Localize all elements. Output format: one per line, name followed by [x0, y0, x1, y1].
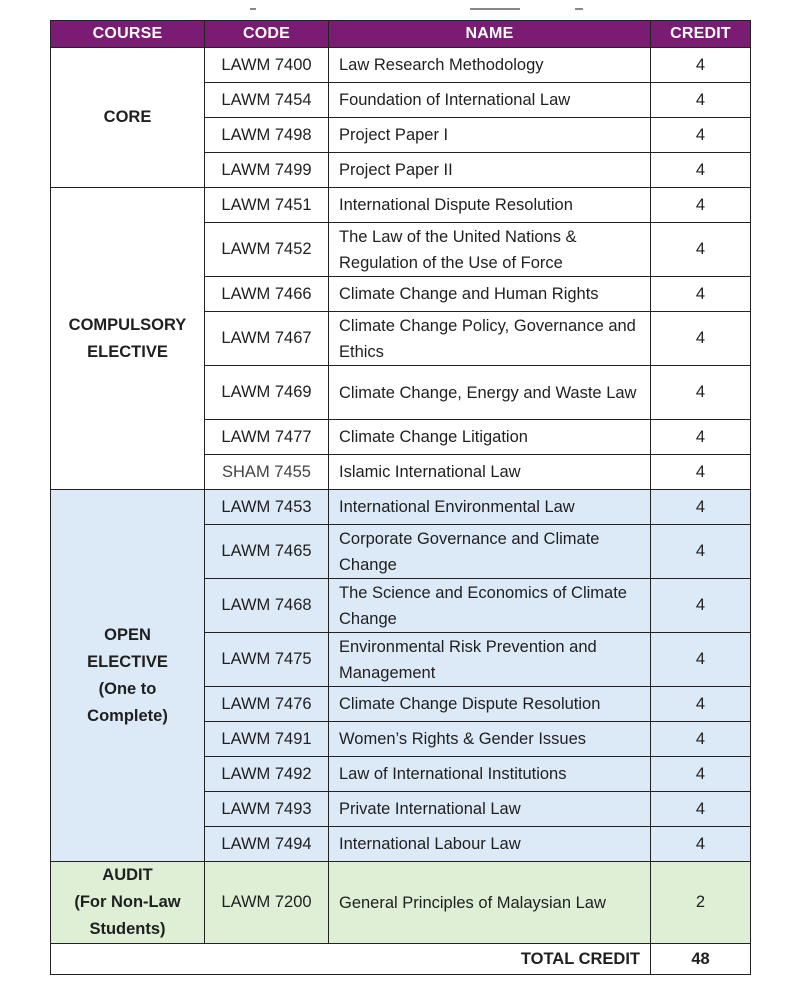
header-name: NAME: [329, 21, 651, 48]
category-label: CORE: [103, 108, 152, 126]
course-credit: 4: [651, 48, 751, 83]
course-name: Climate Change Dispute Resolution: [329, 687, 651, 722]
course-name: Foundation of International Law: [329, 83, 651, 118]
course-code: LAWM 7468: [205, 579, 329, 633]
course-credit: 4: [651, 490, 751, 525]
course-name: The Science and Economics of Climate Change: [329, 579, 651, 633]
course-code: LAWM 7400: [205, 48, 329, 83]
category-label-line: (One to: [98, 679, 157, 698]
course-credit: 4: [651, 312, 751, 366]
course-name: Project Paper II: [329, 153, 651, 188]
category-label-line: COMPULSORY: [68, 315, 187, 334]
course-table: [50, 20, 751, 975]
course-code: LAWM 7200: [205, 862, 329, 944]
course-code: LAWM 7454: [205, 83, 329, 118]
cropped-text-fragment: [575, 8, 583, 10]
course-name: Women’s Rights & Gender Issues: [329, 722, 651, 757]
course-code: LAWM 7498: [205, 118, 329, 153]
course-code: LAWM 7466: [205, 277, 329, 312]
course-credit: 4: [651, 223, 751, 277]
total-credit-label: TOTAL CREDIT: [51, 944, 651, 975]
category-label-line: (For Non-Law: [74, 893, 181, 911]
category-label-line: Students): [89, 920, 166, 938]
course-code: LAWM 7491: [205, 722, 329, 757]
course-code: LAWM 7499: [205, 153, 329, 188]
course-credit: 4: [651, 188, 751, 223]
course-name: Climate Change, Energy and Waste Law: [329, 366, 651, 420]
course-name: Climate Change Litigation: [329, 420, 651, 455]
category-audit: [51, 862, 205, 944]
course-credit: 4: [651, 153, 751, 188]
category-label-line: OPEN: [104, 625, 151, 644]
course-code: LAWM 7476: [205, 687, 329, 722]
total-credit-value: 48: [651, 944, 751, 975]
course-credit: 4: [651, 366, 751, 420]
course-credit: 4: [651, 277, 751, 312]
course-credit: 4: [651, 118, 751, 153]
course-code: SHAM 7455: [205, 455, 329, 490]
course-name: Law Research Methodology: [329, 48, 651, 83]
course-credit: 4: [651, 633, 751, 687]
course-code: LAWM 7467: [205, 312, 329, 366]
course-name: Corporate Governance and Climate Change: [329, 525, 651, 579]
course-name: Project Paper I: [329, 118, 651, 153]
course-code: LAWM 7465: [205, 525, 329, 579]
course-code: LAWM 7469: [205, 366, 329, 420]
course-code: LAWM 7452: [205, 223, 329, 277]
cropped-text-fragment: [250, 8, 256, 10]
course-code: LAWM 7451: [205, 188, 329, 223]
header-credit: CREDIT: [651, 21, 751, 48]
category-label-line: AUDIT: [102, 866, 153, 884]
course-code: LAWM 7494: [205, 827, 329, 862]
course-name: International Environmental Law: [329, 490, 651, 525]
course-name: Environmental Risk Prevention and Management: [329, 633, 651, 687]
category-core: [51, 48, 205, 188]
category-label-line: ELECTIVE: [87, 652, 168, 671]
course-credit: 2: [651, 862, 751, 944]
course-name: International Dispute Resolution: [329, 188, 651, 223]
course-name: Islamic International Law: [329, 455, 651, 490]
category-open-elective: [51, 490, 205, 862]
course-credit: 4: [651, 827, 751, 862]
table-row: [51, 862, 751, 944]
course-name: Climate Change and Human Rights: [329, 277, 651, 312]
course-structure: [50, 20, 750, 975]
course-code: LAWM 7493: [205, 792, 329, 827]
course-credit: 4: [651, 687, 751, 722]
course-credit: 4: [651, 792, 751, 827]
table-row: [51, 188, 751, 223]
table-row: [51, 48, 751, 83]
course-code: LAWM 7453: [205, 490, 329, 525]
course-code: LAWM 7477: [205, 420, 329, 455]
category-label-line: ELECTIVE: [87, 342, 168, 361]
total-row: [51, 944, 751, 975]
course-credit: 4: [651, 420, 751, 455]
header-course: COURSE: [51, 21, 205, 48]
course-name: General Principles of Malaysian Law: [329, 862, 651, 944]
course-name: Private International Law: [329, 792, 651, 827]
category-compulsory-elective: [51, 188, 205, 490]
header-row: [51, 21, 751, 48]
category-label-line: Complete): [87, 706, 168, 725]
course-name: International Labour Law: [329, 827, 651, 862]
course-credit: 4: [651, 579, 751, 633]
course-credit: 4: [651, 722, 751, 757]
course-credit: 4: [651, 525, 751, 579]
course-code: LAWM 7475: [205, 633, 329, 687]
header-code: CODE: [205, 21, 329, 48]
course-credit: 4: [651, 83, 751, 118]
course-credit: 4: [651, 455, 751, 490]
table-row: [51, 490, 751, 525]
cropped-text-fragment: [470, 8, 520, 10]
course-name: The Law of the United Nations & Regulation of the Use of Force: [329, 223, 651, 277]
course-name: Climate Change Policy, Governance and Ethics: [329, 312, 651, 366]
course-code: LAWM 7492: [205, 757, 329, 792]
course-name: Law of International Institutions: [329, 757, 651, 792]
course-credit: 4: [651, 757, 751, 792]
